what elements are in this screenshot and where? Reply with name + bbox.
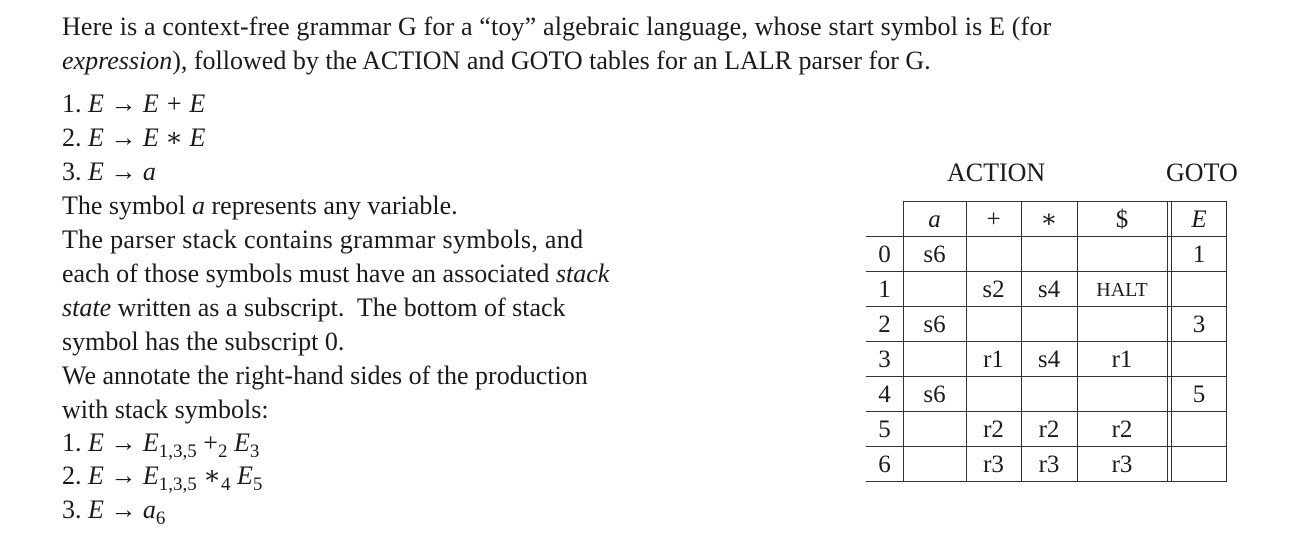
action-cell: r1	[1111, 345, 1133, 373]
stack-state-subscript: 5	[252, 474, 263, 495]
table-state-label: 0	[878, 240, 891, 268]
production-number: 3.	[62, 495, 82, 524]
goto-title: GOTO	[1166, 158, 1238, 187]
production-number: 1.	[62, 89, 82, 118]
rhs-operator: +	[203, 428, 218, 457]
stack-state-subscript: 3	[249, 441, 260, 462]
action-cell: s4	[1037, 275, 1061, 303]
table-state-label: 5	[878, 415, 891, 443]
note-text: written as a subscript. The bottom of stack	[111, 293, 566, 322]
production-number: 2.	[62, 123, 82, 152]
stack-state-subscript: 1,3,5	[158, 474, 197, 495]
rhs-symbol: E	[142, 428, 159, 457]
action-cell: r3	[1111, 450, 1133, 478]
action-cell: s4	[1037, 345, 1061, 373]
action-cell: HALT	[1096, 278, 1148, 301]
note-stack-line-1: The parser stack contains grammar symbols, and	[62, 225, 584, 254]
action-cell: s2	[982, 275, 1005, 303]
note-annotate-line-2: with stack symbols:	[62, 395, 269, 424]
table-row-rule	[866, 271, 1227, 272]
production-rhs: E ∗ E	[142, 123, 206, 152]
action-cell: r1	[983, 345, 1004, 373]
goto-cell: 5	[1192, 380, 1206, 408]
note-text: The symbol	[62, 191, 192, 220]
note-italic: state	[62, 293, 112, 322]
note-italic: stack	[555, 259, 610, 288]
intro-line-1: Here is a context-free grammar G for a “toy” algebraic language, whose start symbol is E (for	[62, 12, 1052, 41]
production-lhs: E	[88, 157, 104, 186]
table-header-E: E	[1191, 205, 1207, 233]
action-cell: r2	[983, 415, 1004, 443]
action-cell: r2	[1038, 415, 1060, 443]
rhs-symbol: a	[142, 495, 156, 524]
table-row-rule	[866, 306, 1227, 307]
table-row-rule	[866, 411, 1227, 412]
production-arrow: →	[110, 123, 137, 152]
action-cell: r3	[1038, 450, 1060, 478]
production-number: 2.	[62, 461, 82, 490]
action-cell: r2	[1111, 415, 1133, 443]
production-arrow: →	[110, 89, 137, 118]
table-row-rule	[866, 341, 1227, 342]
production-arrow: →	[110, 461, 137, 490]
production-number: 3.	[62, 157, 82, 186]
note-annotate-line-1: We annotate the right-hand sides of the production	[62, 361, 588, 390]
note-stack-line-4: symbol has the subscript 0.	[62, 327, 345, 356]
stack-state-subscript: 6	[155, 508, 166, 529]
table-state-label: 3	[878, 345, 891, 373]
table-row-rule	[903, 201, 1227, 202]
note-symbol: a	[192, 191, 205, 220]
production-rhs: E + E	[142, 89, 206, 118]
table-row-rule	[866, 376, 1227, 377]
rhs-symbol: E	[236, 461, 253, 490]
production-lhs: E	[88, 495, 104, 524]
action-title: ACTION	[947, 158, 1046, 187]
note-text: represents any variable.	[205, 191, 458, 220]
production-lhs: E	[88, 89, 104, 118]
table-state-label: 6	[878, 450, 891, 478]
production-arrow: →	[110, 495, 137, 524]
table-row-rule	[866, 236, 1227, 237]
intro-line-2-rest: ), followed by the ACTION and GOTO tables for an LALR parser for G.	[172, 46, 931, 75]
table-state-label: 1	[878, 275, 891, 303]
table-row-rule	[866, 446, 1227, 447]
goto-cell: 1	[1192, 240, 1206, 268]
table-row-rule	[866, 481, 1227, 482]
stack-state-subscript: 4	[220, 474, 231, 495]
production-arrow: →	[110, 428, 137, 457]
table-header-dollar: $	[1115, 205, 1129, 233]
stack-state-subscript: 1,3,5	[158, 441, 197, 462]
production-lhs: E	[88, 123, 104, 152]
production-lhs: E	[88, 428, 104, 457]
action-cell: r3	[983, 450, 1004, 478]
rhs-symbol: E	[142, 461, 159, 490]
rhs-operator: ∗	[203, 461, 221, 490]
table-state-label: 4	[878, 380, 891, 408]
note-text: each of those symbols must have an associated	[62, 259, 556, 288]
intro-expression-word: expression	[62, 46, 173, 75]
rhs-symbol: E	[233, 428, 250, 457]
action-cell: s6	[923, 380, 946, 408]
production-number: 1.	[62, 428, 82, 457]
production-lhs: E	[88, 461, 104, 490]
stack-state-subscript: 2	[217, 441, 228, 462]
table-header-plus: +	[986, 205, 1001, 233]
table-state-label: 2	[878, 310, 891, 338]
production-arrow: →	[110, 157, 137, 186]
production-rhs: a	[142, 157, 156, 186]
action-cell: s6	[923, 310, 946, 338]
table-header-a: a	[928, 205, 941, 233]
action-cell: s6	[923, 240, 946, 268]
table-header-star: ∗	[1040, 205, 1058, 233]
goto-cell: 3	[1192, 310, 1206, 338]
